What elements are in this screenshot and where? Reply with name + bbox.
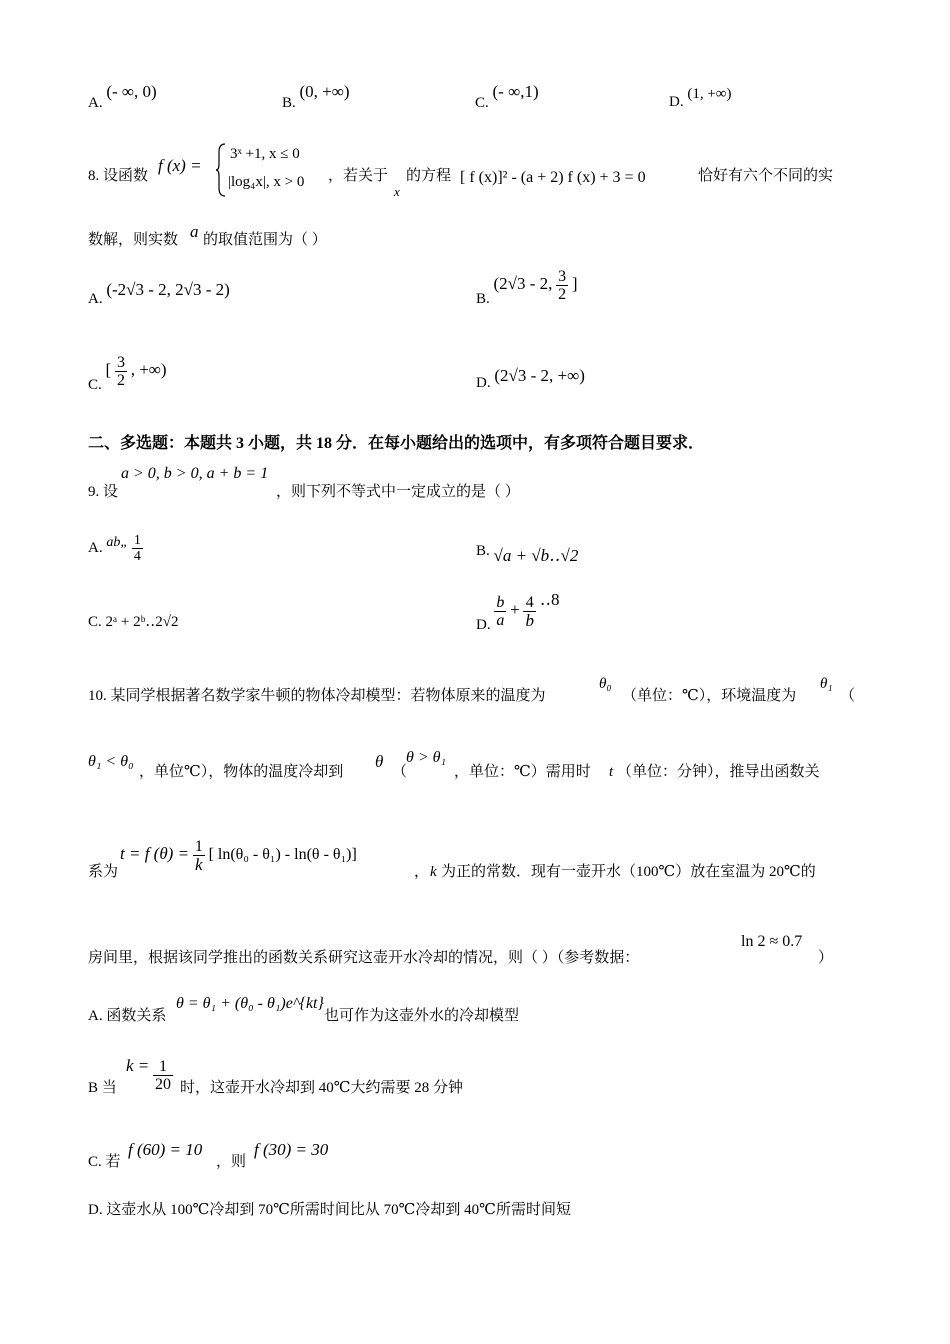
fraction-numerator: 4 xyxy=(523,594,536,612)
q8-option-d xyxy=(476,366,585,393)
option-expr: (- ∞,1) xyxy=(492,82,539,101)
q10-line1-b: （单位：℃），环境温度为 xyxy=(622,688,797,704)
option-label: C. xyxy=(475,95,489,111)
option-expr: (2√3 - 2, +∞) xyxy=(494,366,585,385)
q8-prefix: 8. 设函数 xyxy=(88,168,149,184)
option-label: D. xyxy=(476,617,491,633)
q10-line4-a: 房间里，根据该同学推出的函数关系研究这壶开水冷却的情况，则（ ）（参考数据： xyxy=(88,950,640,966)
option-tail: ‥8 xyxy=(539,590,560,609)
option-expr: (0, +∞) xyxy=(299,82,350,101)
option-expr: (- ∞, 0) xyxy=(106,82,157,101)
q10-option-b-text: 时，这壶开水冷却到 40℃大约需要 28 分钟 xyxy=(180,1080,464,1096)
fraction-numerator: 1 xyxy=(153,1058,173,1076)
section-heading: 二、多选题：本题共 3 小题，共 18 分．在每小题给出的选项中，有多项符合题目要求． xyxy=(88,435,705,452)
q8-line2-a: 数解，则实数 xyxy=(88,232,179,248)
q7-option-b xyxy=(282,82,350,113)
option-expr-right: ] xyxy=(571,274,578,293)
q10-line1-c: （ xyxy=(840,688,856,704)
option-expr-left: (2√3 - 2, xyxy=(493,274,553,293)
formula-left: t = f (θ) = xyxy=(120,844,190,863)
q8-suffix: 恰好有六个不同的实 xyxy=(698,168,834,184)
q10-line3-a: 系为 xyxy=(88,864,119,880)
option-expr: √a + √b‥√2 xyxy=(493,546,579,565)
q10-cond: θ₁ < θ₀ xyxy=(88,753,134,770)
fraction-numerator: 3 xyxy=(116,354,125,372)
q10-line3-b: ， xyxy=(414,864,430,880)
q9-condition: a > 0, b > 0, a + b = 1 xyxy=(121,465,269,482)
option-label: A. xyxy=(88,95,103,111)
q10-formula xyxy=(120,832,357,876)
q10-theta0: θ₀ xyxy=(599,676,612,692)
option-expr: 2ᵃ + 2ᵇ‥2√2 xyxy=(105,614,179,630)
plus-sign: + xyxy=(510,600,520,619)
formula-k: k = xyxy=(126,1056,150,1075)
q10-line2-d: （单位：分钟），推导出函数关 xyxy=(617,764,820,780)
option-expr: (-2√3 - 2, 2√3 - 2) xyxy=(106,280,230,299)
fraction-denominator: b xyxy=(525,611,534,631)
q10-line2-b: （ xyxy=(392,764,408,780)
option-label: C. xyxy=(88,614,102,630)
option-fraction xyxy=(556,268,568,303)
q7-option-c xyxy=(475,82,539,113)
q10-var-t: t xyxy=(609,764,614,780)
q9-prefix: 9. 设 xyxy=(88,484,119,500)
formula-fraction xyxy=(193,838,205,873)
q10-option-d: D. 这壶水从 100℃冷却到 70℃所需时间比从 70℃冷却到 40℃所需时间短 xyxy=(88,1202,571,1218)
q10-option-c-label: C. 若 xyxy=(88,1154,121,1170)
option-expr: (1, +∞) xyxy=(687,86,732,102)
q10-var-k: k xyxy=(430,864,437,880)
option-label: D. xyxy=(669,94,684,110)
option-expr-right: , +∞) xyxy=(130,360,167,379)
q10-line4-b: ） xyxy=(818,950,834,966)
q8-mid2: 的方程 xyxy=(406,168,452,184)
option-label: A. xyxy=(88,291,103,307)
fraction-denominator: a xyxy=(496,612,505,630)
formula-fraction xyxy=(153,1058,173,1093)
q8-var-x: x xyxy=(394,184,400,199)
option-fraction-1 xyxy=(494,594,506,629)
q10-theta: θ xyxy=(375,752,384,771)
option-label: B. xyxy=(476,543,490,559)
q8-var-a: a xyxy=(190,222,199,241)
q10-option-c-f2: f (30) = 30 xyxy=(254,1140,329,1159)
fraction-numerator: b xyxy=(496,594,505,612)
fraction-denominator: 2 xyxy=(558,286,567,304)
q10-reference: ln 2 ≈ 0.7 xyxy=(741,933,803,950)
option-label: C. xyxy=(88,377,102,393)
left-brace-icon xyxy=(215,142,227,198)
fraction-denominator: 2 xyxy=(116,372,125,390)
fraction-denominator: 4 xyxy=(133,549,141,565)
formula-right: [ ln(θ₀ - θ₁) - ln(θ - θ₁)] xyxy=(208,846,357,863)
fraction-denominator: k xyxy=(195,855,203,875)
q10-cond2: θ > θ₁ xyxy=(406,749,447,766)
q10-option-b-formula xyxy=(126,1052,173,1096)
q8-line2-b: 的取值范围为（ ） xyxy=(203,232,327,248)
q10-option-b-label: B 当 xyxy=(88,1080,117,1096)
q10-option-a-formula: θ = θ₁ + (θ₀ - θ₁)e^{kt} xyxy=(176,995,324,1012)
q9-option-a xyxy=(88,528,143,568)
q8-option-c xyxy=(88,348,167,392)
q10-option-c-mid: ，则 xyxy=(216,1154,247,1170)
q10-option-a-text: 也可作为这壶外水的冷却模型 xyxy=(324,1008,520,1024)
q9-suffix: ，则下列不等式中一定成立的是（ ） xyxy=(276,484,520,500)
q10-line1-a: 10. 某同学根据著名数学家牛顿的物体冷却模型：若物体原来的温度为 xyxy=(88,688,546,704)
q7-option-d xyxy=(669,86,732,112)
option-fraction xyxy=(115,354,127,389)
option-label: B. xyxy=(476,291,490,307)
option-label: B. xyxy=(282,95,296,111)
option-expr-left: [ xyxy=(105,360,112,379)
q7-option-a xyxy=(88,82,157,113)
q10-line2-a: ，单位℃），物体的温度冷却到 xyxy=(139,764,344,780)
option-label: A. xyxy=(88,540,103,556)
q9-option-b xyxy=(476,542,578,563)
fraction-numerator: 1 xyxy=(133,533,141,549)
q10-line3-c: 为正的常数．现有一壶开水（100℃）放在室温为 20℃的 xyxy=(441,864,816,880)
q10-option-c-f1: f (60) = 10 xyxy=(128,1140,203,1159)
q10-theta1: θ₁ xyxy=(820,676,833,692)
fraction-denominator: 20 xyxy=(155,1076,172,1094)
fraction-numerator: 3 xyxy=(558,268,567,286)
q8-mid: ，若关于 xyxy=(328,168,389,184)
option-label: D. xyxy=(476,375,491,391)
q9-option-d xyxy=(476,588,560,632)
q8-equation: [ f (x)]² - (a + 2) f (x) + 3 = 0 xyxy=(460,169,646,186)
q10-line2-c: ，单位：℃）需用时 xyxy=(454,764,591,780)
q8-fx: f (x) = xyxy=(158,156,202,175)
fraction-numerator: 1 xyxy=(194,838,203,856)
q8-option-b xyxy=(476,262,578,306)
q8-case-2: |log₄x|, x > 0 xyxy=(228,174,305,190)
q8-case-1: 3ˣ +1, x ≤ 0 xyxy=(230,146,300,162)
option-fraction xyxy=(132,533,143,564)
q8-option-a xyxy=(88,280,230,309)
q9-option-c xyxy=(88,612,178,632)
option-fraction-2 xyxy=(523,594,536,629)
q10-option-a-label: A. 函数关系 xyxy=(88,1008,167,1024)
option-expr: ab„ xyxy=(106,535,129,550)
